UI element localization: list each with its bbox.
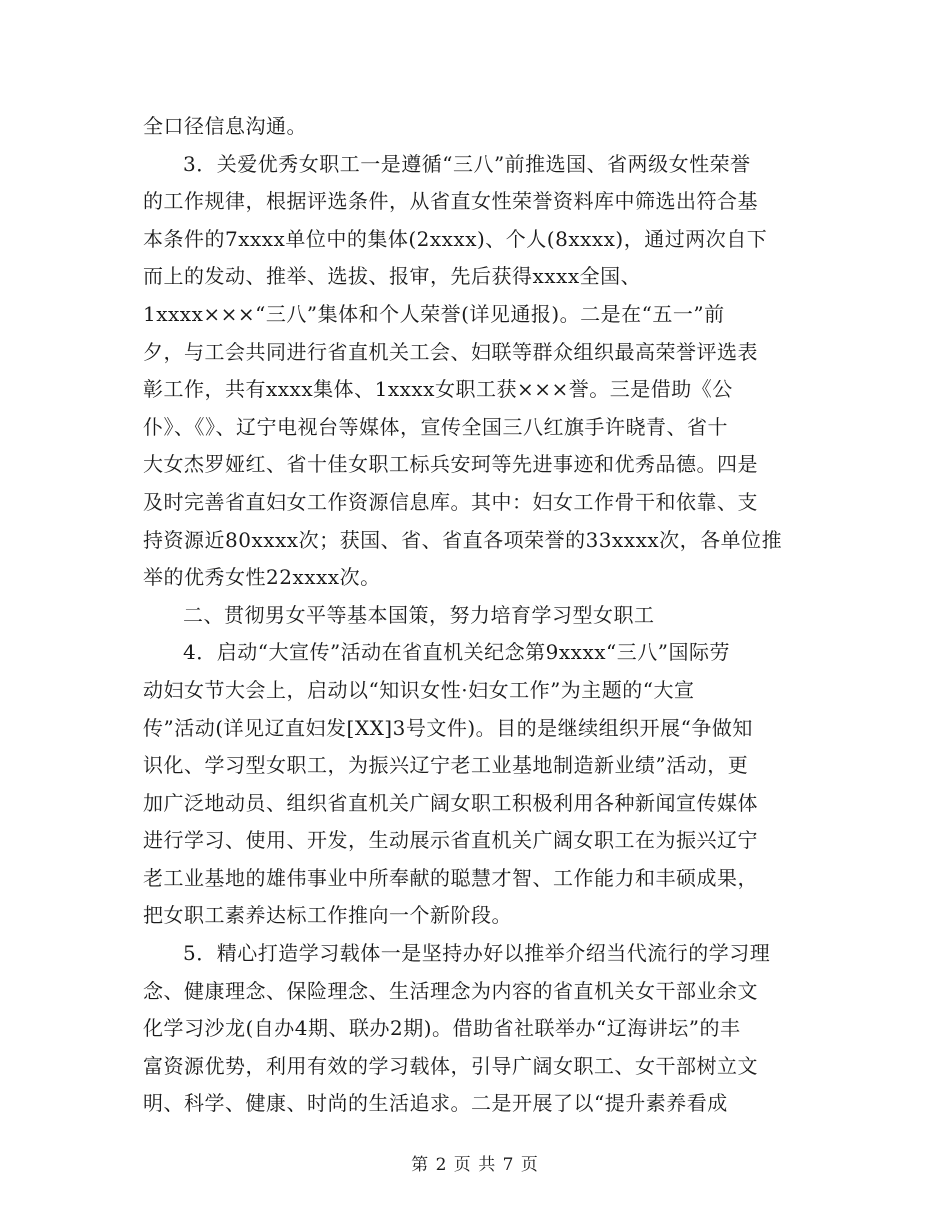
text-line: 彰工作，共有xxxx集体、1xxxx女职工获×××誉。三是借助《公 [143, 377, 733, 402]
text-line: 化学习沙龙(自办4期、联办2期)。借助省社联举办“辽海讲坛”的丰 [143, 1016, 741, 1041]
text-line: 老工业基地的雄伟事业中所奉献的聪慧才智、工作能力和丰硕成果， [143, 865, 758, 890]
text-line: 加广泛地动员、组织省直机关广阔女职工积极利用各种新闻宣传媒体 [143, 790, 758, 815]
text-line: 举的优秀女性22xxxx次。 [143, 565, 381, 590]
text-line: 进行学习、使用、开发，生动展示省直机关广阔女职工在为振兴辽宁 [143, 828, 758, 853]
text-line: 传”活动(详见辽直妇发[XX]3号文件)。目的是继续组织开展“争做知 [143, 715, 753, 740]
text-line: 4．启动“大宣传”活动在省直机关纪念第9xxxx“三八”国际劳 [183, 640, 730, 665]
text-line: 把女职工素养达标工作推向一个新阶段。 [143, 903, 512, 928]
text-line: 仆》、《》、辽宁电视台等媒体，宣传全国三八红旗手许晓青、省十 [143, 414, 728, 439]
text-line: 的工作规律，根据评选条件，从省直女性荣誉资料库中筛选出符合基 [143, 189, 758, 214]
text-line: 夕，与工会共同进行省直机关工会、妇联等群众组织最高荣誉评选表 [143, 339, 758, 364]
text-line: 而上的发动、推举、选拔、报审，先后获得xxxx全国、 [143, 264, 642, 289]
text-line: 持资源近80xxxx次；获国、省、省直各项荣誉的33xxxx次，各单位推 [143, 527, 783, 552]
text-line: 识化、学习型女职工，为振兴辽宁老工业基地制造新业绩”活动，更 [143, 753, 749, 778]
text-line: 1xxxx×××“三八”集体和个人荣誉(详见通报)。二是在“五一”前 [143, 301, 725, 326]
text-line: 本条件的7xxxx单位中的集体(2xxxx)、个人(8xxxx)，通过两次自下 [143, 226, 768, 251]
text-line: 3．关爱优秀女职工一是遵循“三八”前推选国、省两级女性荣誉 [183, 151, 751, 176]
text-line: 全口径信息沟通。 [143, 114, 307, 138]
text-line: 富资源优势，利用有效的学习载体，引导广阔女职工、女干部树立文 [143, 1053, 758, 1078]
text-line: 及时完善省直妇女工作资源信息库。其中：妇女工作骨干和依靠、支 [143, 489, 758, 514]
text-line: 念、健康理念、保险理念、生活理念为内容的省直机关女干部业余文 [143, 978, 758, 1003]
text-line: 动妇女节大会上，启动以“知识女性·妇女工作”为主题的“大宣 [143, 677, 695, 702]
page-footer: 第 2 页 共 7 页 [411, 1155, 539, 1175]
body-text [143, 108, 823, 1123]
text-line: 明、科学、健康、时尚的生活追求。二是开展了以“提升素养看成 [143, 1091, 728, 1116]
text-line: 大女杰罗娅红、省十佳女职工标兵安珂等先进事迹和优秀品德。四是 [143, 452, 758, 477]
text-line: 二、贯彻男女平等基本国策，努力培育学习型女职工 [183, 602, 655, 627]
text-line: 5．精心打造学习载体一是坚持办好以推举介绍当代流行的学习理 [183, 941, 771, 966]
